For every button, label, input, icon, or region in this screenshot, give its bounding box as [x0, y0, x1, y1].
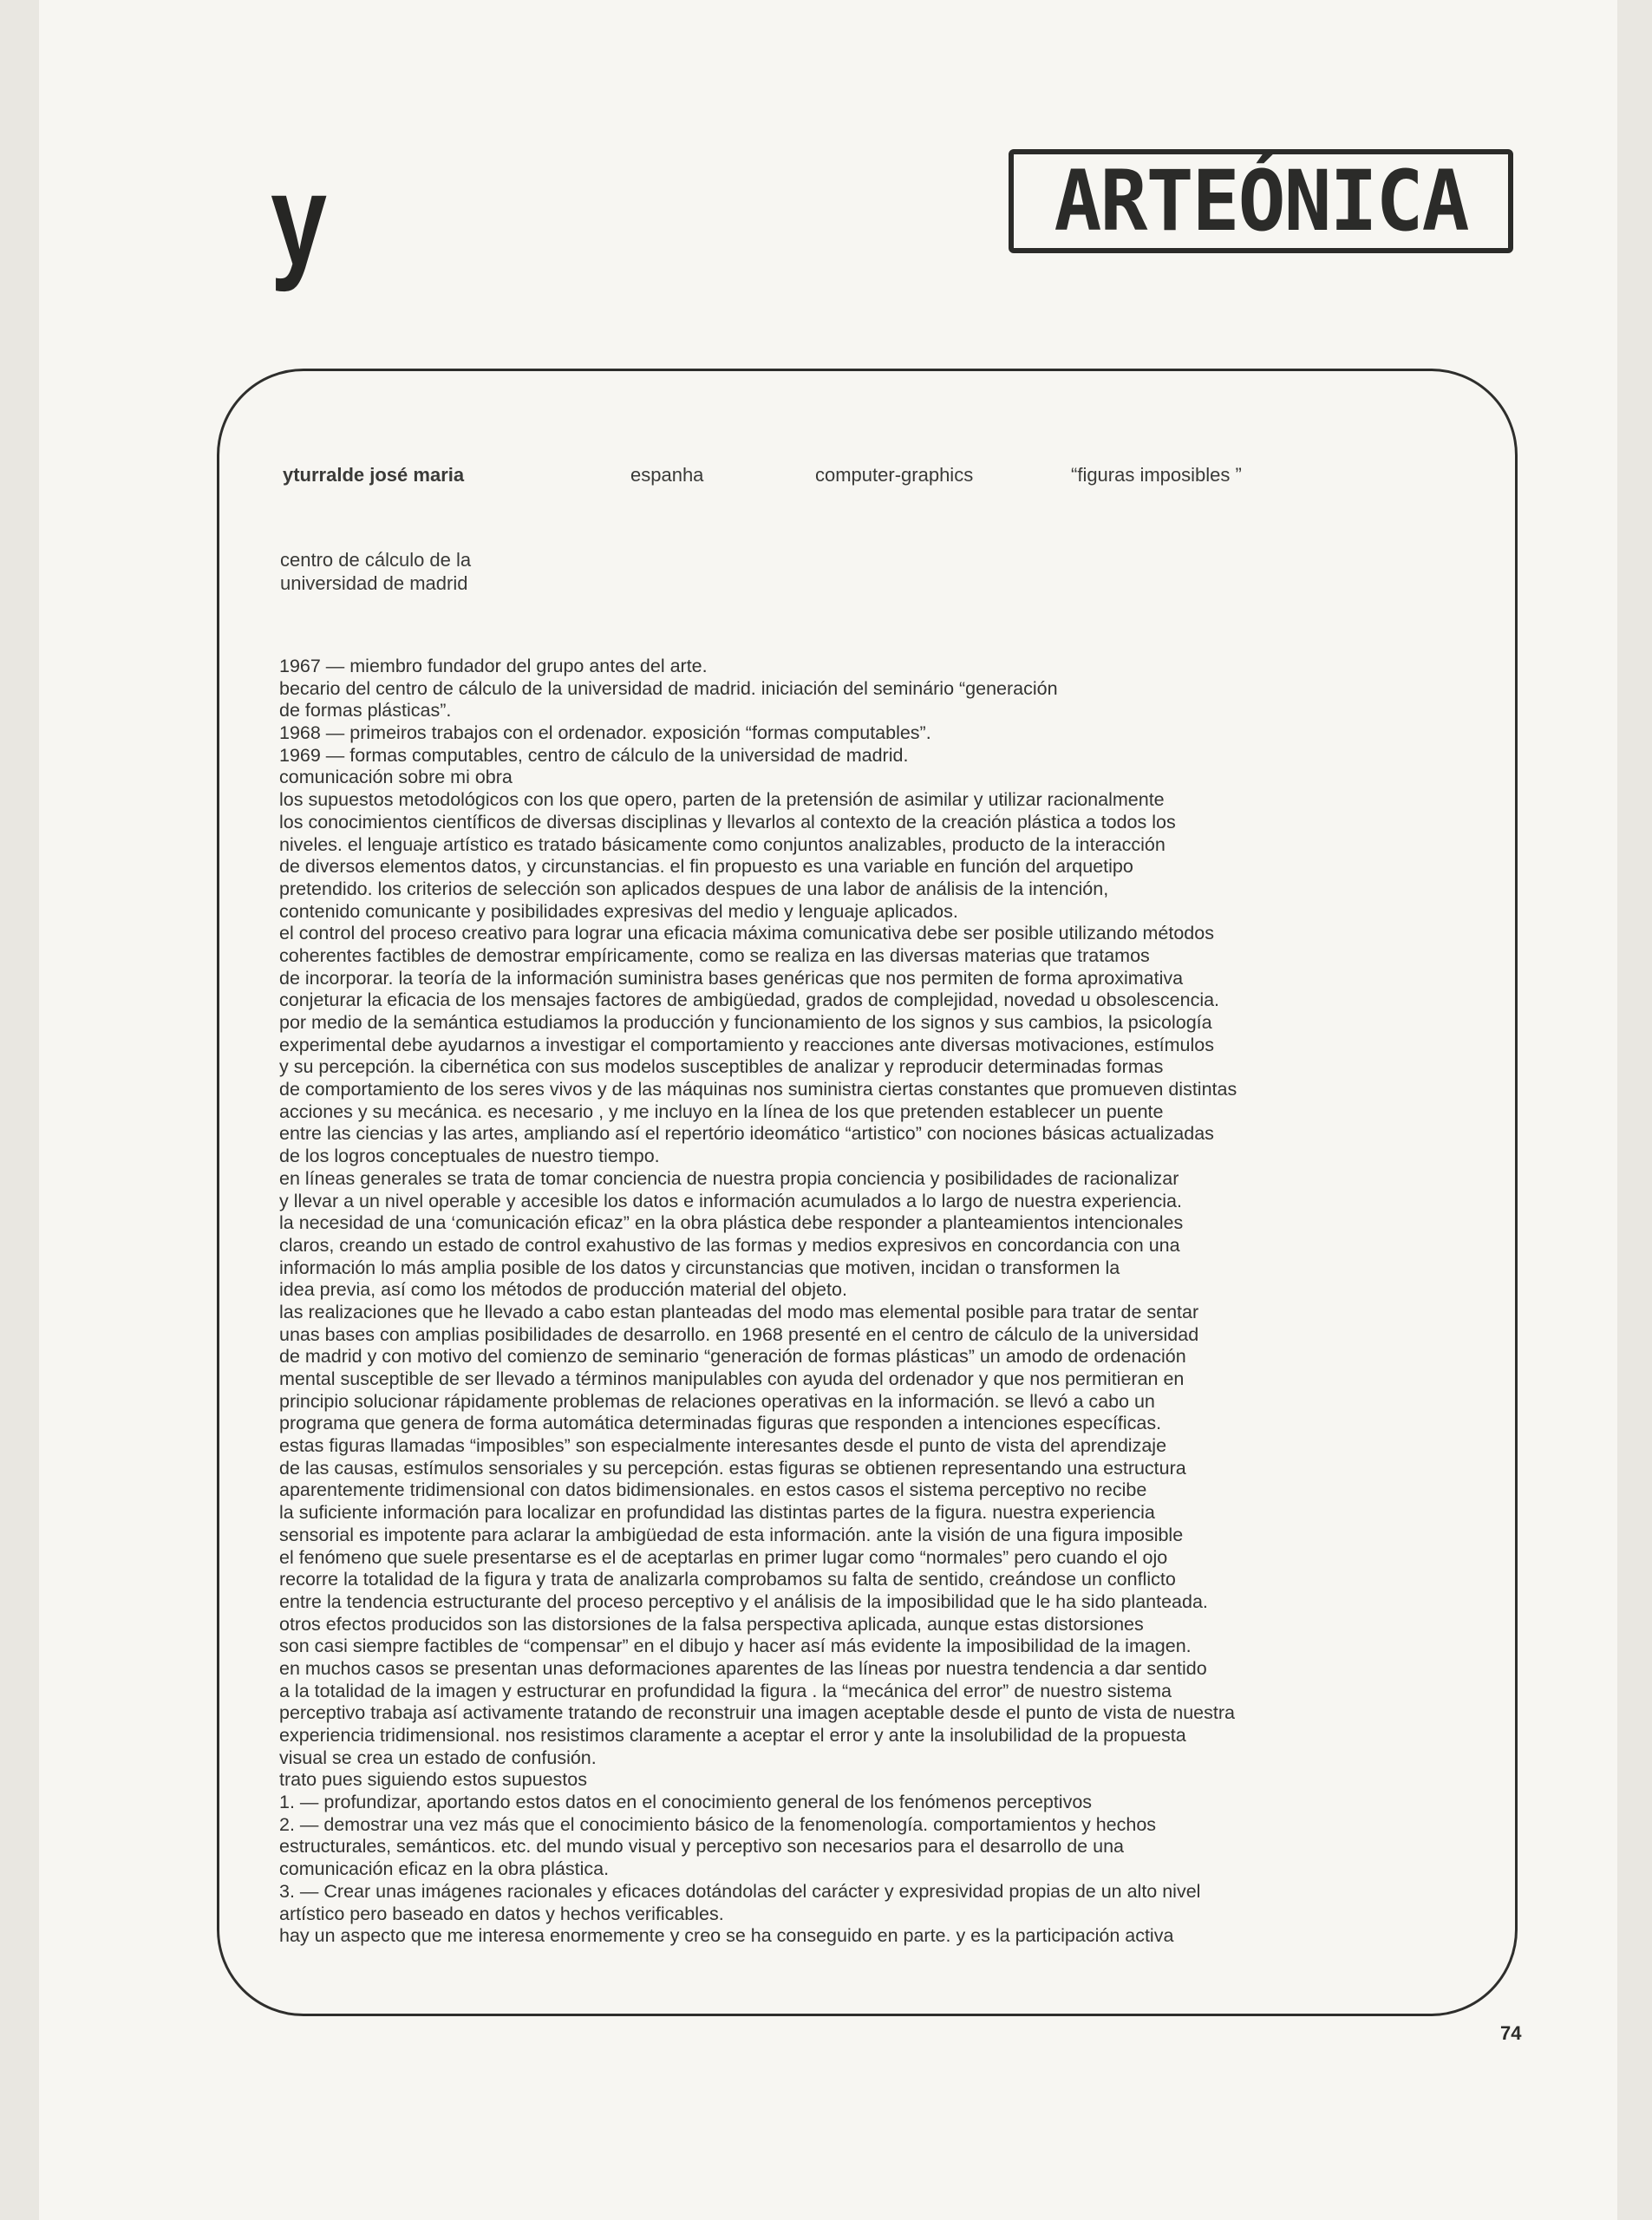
body-line: estas figuras llamadas “imposibles” son especialmente interesantes desde el punto de vista del aprendizaje [279, 1435, 1167, 1457]
body-line: y su percepción. la cibernética con sus modelos susceptibles de analizar y reproducir determinadas formas [279, 1056, 1164, 1078]
body-line: 1969 — formas computables, centro de cálculo de la universidad de madrid. [279, 744, 909, 766]
body-line: sensorial es impotente para aclarar la ambigüedad de esta información. ante la visión de una figura imposible [279, 1524, 1184, 1545]
affiliation-line: universidad de madrid [280, 572, 468, 594]
body-line: experiencia tridimensional. nos resistimos claramente a aceptar el error y ante la insolubilidad de la propuesta [279, 1725, 1186, 1746]
body-line: entre la tendencia estructurante del proceso perceptivo y el análisis de la imposibilidad que le ha sido planteada. [279, 1590, 1208, 1612]
body-line: 1968 — primeiros trabajos con el ordenador. exposición “formas computables”. [279, 722, 931, 744]
body-line: trato pues siguiendo estos supuestos [279, 1769, 587, 1791]
body-line: de incorporar. la teoría de la información suministra bases genéricas que nos permiten de forma aproximativa [279, 967, 1184, 989]
body-line: las realizaciones que he llevado a cabo estan planteadas del modo mas elemental posible para tratar de sentar [279, 1301, 1199, 1322]
body-line: 2. — demostrar una vez más que el conocimiento básico de la fenomenología. comportamientos y hechos [279, 1813, 1157, 1835]
body-line: experimental debe ayudarnos a investigar el comportamiento y reacciones ante diversas motivaciones, estímulos [279, 1034, 1214, 1055]
body-line: mental susceptible de ser llevado a términos manipulables con ayuda del ordenador y que nos permitieran en [279, 1368, 1185, 1389]
body-line: de los logros conceptuales de nuestro tiempo. [279, 1146, 660, 1167]
body-line: 1967 — miembro fundador del grupo antes del arte. [279, 656, 708, 676]
body-line: contenido comunicante y posibilidades expresivas del medio y lenguaje aplicados. [279, 900, 958, 922]
body-line: otros efectos producidos son las distorsiones de la falsa perspectiva aplicada, aunque estas distorsiones [279, 1613, 1144, 1635]
body-line: perceptivo trabaja así activamente tratando de reconstruir una imagen aceptable desde el punto de vista de nuestra [279, 1702, 1235, 1724]
body-line: artístico pero baseado en datos y hechos verificables. [279, 1903, 724, 1924]
body-line: estructurales, semánticos. etc. del mundo visual y perceptivo son necesarios para el desarrollo de una [279, 1836, 1124, 1858]
body-line: la suficiente información para localizar en profundidad las distintas partes de la figura. nuestra experiencia [279, 1502, 1155, 1524]
body-line: el fenómeno que suele presentarse es el de aceptarlas en primer lugar como “normales” pero cuando el ojo [279, 1546, 1168, 1568]
body-line: acciones y su mecánica. es necesario , y me incluyo en la línea de los que pretenden establecer un puente [279, 1100, 1164, 1122]
body-line: coherentes factibles de demostrar empíricamente, como se realiza en las diversas materias que tratamos [279, 944, 1150, 966]
body-line: visual se crea un estado de confusión. [279, 1747, 597, 1768]
body-line: de madrid y con motivo del comienzo de seminario “generación de formas plásticas” un amodo de ordenación [279, 1346, 1186, 1368]
body-line: a la totalidad de la imagen y estructurar en profundidad la figura . la “mecánica del error” de nuestro sistema [279, 1680, 1172, 1701]
section-letter: y [271, 147, 328, 292]
body-line: conjeturar la eficacia de los mensajes factores de ambigüedad, grados de complejidad, novedad u obsolescencia. [279, 989, 1220, 1011]
body-line: en muchos casos se presentan unas deformaciones aparentes de las líneas por nuestra tendencia a dar sentido [279, 1657, 1207, 1679]
logo-text: ARTEÓNICA [1054, 153, 1468, 250]
body-line: aparentemente tridimensional con datos bidimensionales. en estos casos el sistema perceptivo no recibe [279, 1479, 1147, 1501]
artenica-logo [1009, 149, 1513, 253]
body-line: comunicación eficaz en la obra plástica. [279, 1858, 610, 1880]
body-line: de diversos elementos datos, y circunstancias. el fin propuesto es una variable en función del arquetipo [279, 856, 1133, 878]
body-line: comunicación sobre mi obra [279, 767, 513, 788]
body-line: la necesidad de una ‘comunicación eficaz” en la obra plástica debe responder a planteamientos intencionales [279, 1212, 1184, 1234]
work-category: computer-graphics [815, 464, 974, 486]
author-name: yturralde josé maria [283, 464, 465, 486]
body-line: son casi siempre factibles de “compensar” en el dibujo y hacer así más evidente la imposibilidad de la imagen. [279, 1636, 1192, 1657]
body-line: niveles. el lenguaje artístico es tratado básicamente como conjuntos analizables, producto de la interacción [279, 833, 1166, 855]
body-line: recorre la totalidad de la figura y trata de analizarla comprobamos su falta de sentido, creándose un conflicto [279, 1569, 1176, 1590]
body-line: pretendido. los criterios de selección son aplicados despues de una labor de análisis de la intención, [279, 878, 1109, 899]
author-country: espanha [630, 464, 704, 486]
body-line: unas bases con amplias posibilidades de desarrollo. en 1968 presenté en el centro de cálculo de la universidad [279, 1323, 1199, 1345]
body-line: 1. — profundizar, aportando estos datos en el conocimiento general de los fenómenos perceptivos [279, 1792, 1093, 1813]
body-line: idea previa, así como los métodos de producción material del objeto. [279, 1279, 847, 1301]
page-number: 74 [1500, 2022, 1522, 2044]
body-line: entre las ciencias y las artes, ampliando así el repertório ideomático “artistico” con nociones básicas actualizadas [279, 1123, 1214, 1145]
affiliation [280, 548, 627, 595]
body-line: 3. — Crear unas imágenes racionales y eficaces dotándolas del carácter y expresividad propias de un alto nivel [279, 1880, 1201, 1902]
body-line: información lo más amplia posible de los datos y circunstancias que motiven, incidan o transformen la [279, 1257, 1120, 1278]
affiliation-line: centro de cálculo de la [280, 549, 472, 571]
body-line: y llevar a un nivel operable y accesible los datos e información acumulados a lo largo de nuestra experiencia. [279, 1190, 1182, 1211]
body-line: de formas plásticas”. [279, 700, 452, 722]
work-title: “figuras imposibles ” [1071, 464, 1242, 486]
body-line: de comportamiento de los seres vivos y de las máquinas nos suministra ciertas constantes que promueven distintas [279, 1079, 1237, 1100]
body-line: por medio de la semántica estudiamos la producción y funcionamiento de los signos y sus cambios, la psicología [279, 1012, 1212, 1033]
body-line: de las causas, estímulos sensoriales y su percepción. estas figuras se obtienen representando una estructura [279, 1457, 1186, 1479]
body-line: en líneas generales se trata de tomar conciencia de nuestra propia conciencia y posibilidades de racionalizar [279, 1167, 1179, 1189]
body-line: hay un aspecto que me interesa enormemente y creo se ha conseguido en parte. y es la participación activa [279, 1925, 1174, 1947]
body-line: claros, creando un estado de control exahustivo de las formas y medios expresivos en concordancia con una [279, 1234, 1180, 1256]
body-line: becario del centro de cálculo de la universidad de madrid. iniciación del seminário “generación [279, 677, 1058, 699]
body-line: los conocimientos científicos de diversas disciplinas y llevarlos al contexto de la creación plástica a todos los [279, 811, 1176, 832]
body-line: principio solucionar rápidamente problemas de relaciones operativas en la información. se llevó a cabo un [279, 1390, 1155, 1412]
body-line: programa que genera de forma automática determinadas figuras que responden a intenciones específicas. [279, 1413, 1162, 1434]
body-text [279, 656, 1459, 1948]
body-line: el control del proceso creativo para lograr una eficacia máxima comunicativa debe ser posible utilizando métodos [279, 923, 1214, 944]
body-line: los supuestos metodológicos con los que opero, parten de la pretensión de asimilar y utilizar racionalmente [279, 789, 1165, 811]
